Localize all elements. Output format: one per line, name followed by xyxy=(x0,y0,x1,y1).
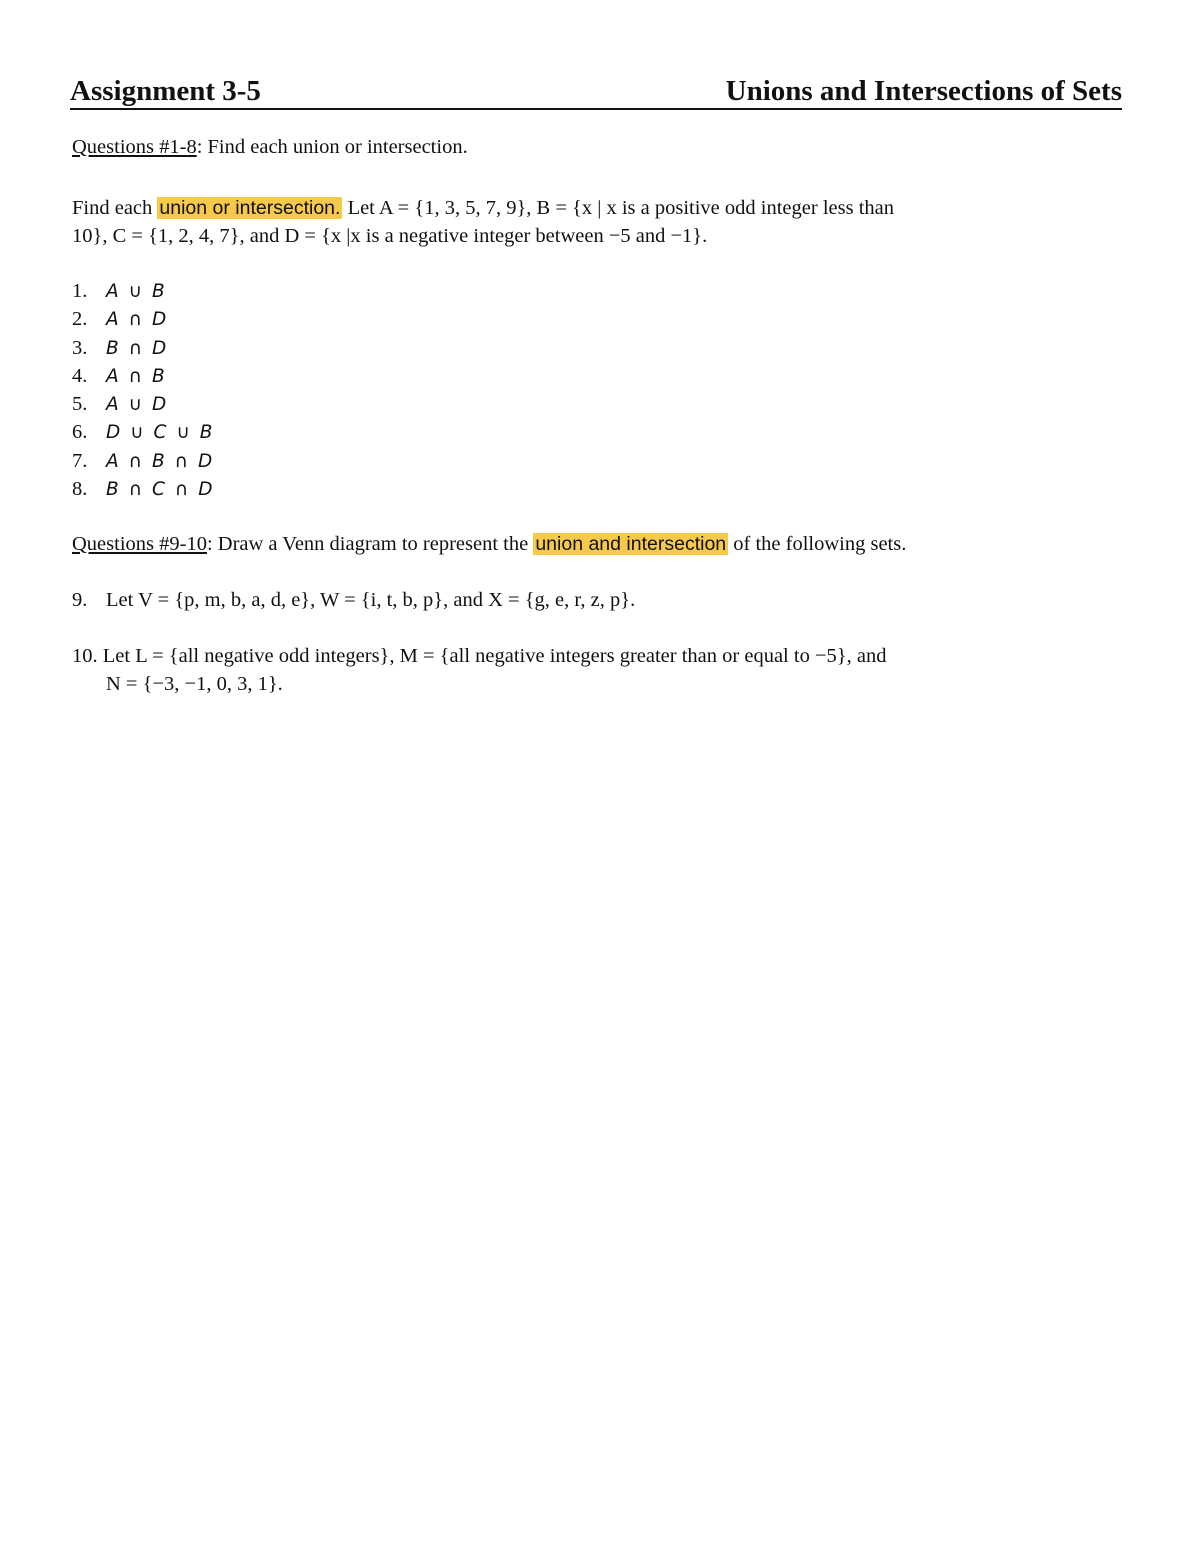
intro-line2: 10}, C = {1, 2, 4, 7}, and D = {x |x is a negative integer between −5 and −1}. xyxy=(72,225,708,247)
question-number: 4. xyxy=(72,364,88,387)
list-item xyxy=(72,334,214,362)
list-item xyxy=(72,447,214,475)
set-expression: B ∩ D xyxy=(106,337,169,359)
section1-instruction: : Find each union or intersection. xyxy=(196,136,468,158)
section2-highlight: union and intersection xyxy=(535,533,727,555)
list-item xyxy=(72,362,214,390)
section1-label: Questions #1-8 xyxy=(72,136,197,158)
section2-suffix: of the following sets. xyxy=(728,533,907,555)
intro-line1-rest: Let A = {1, 3, 5, 7, 9}, B = {x | x is a positive odd integer less than xyxy=(342,197,894,219)
question-10 xyxy=(72,642,886,670)
section1-heading xyxy=(72,133,468,161)
question-number: 3. xyxy=(72,336,88,359)
question-9-text: Let V = {p, m, b, a, d, e}, W = {i, t, b, p}, and X = {g, e, r, z, p}. xyxy=(106,589,636,611)
page-header xyxy=(70,72,1122,110)
set-expression: A ∪ B xyxy=(106,281,167,302)
question-10-line1: Let L = {all negative odd integers}, M = {all negative integers greater than or equal to −5}, and xyxy=(97,645,887,667)
set-expression: A ∩ D xyxy=(106,309,169,331)
question-number: 6. xyxy=(72,421,88,444)
section2-label: Questions #9-10 xyxy=(72,533,207,555)
question-number: 2. xyxy=(72,308,88,331)
set-expression: A ∩ B xyxy=(106,365,167,387)
question-9 xyxy=(72,586,635,614)
list-item xyxy=(72,418,214,446)
intro-prefix: Find each xyxy=(72,197,158,219)
question-10-line2: N = {−3, −1, 0, 3, 1}. xyxy=(106,673,283,695)
list-item xyxy=(72,390,214,418)
set-expression: B ∩ C ∩ D xyxy=(106,479,215,501)
list-item xyxy=(72,277,214,305)
question-number: 8. xyxy=(72,478,88,501)
set-expression: A ∩ B ∩ D xyxy=(106,450,215,472)
question-number: 7. xyxy=(72,449,88,472)
intro-line1 xyxy=(72,194,894,222)
set-expression: A ∪ D xyxy=(106,394,169,416)
assignment-title: Assignment 3-5 xyxy=(70,75,261,107)
set-expression: D ∪ C ∪ B xyxy=(106,422,215,444)
list-item xyxy=(72,305,214,333)
section2-heading xyxy=(72,530,906,558)
question-number: 5. xyxy=(72,393,88,416)
topic-title: Unions and Intersections of Sets xyxy=(725,75,1122,107)
list-item xyxy=(72,475,214,503)
question-number: 1. xyxy=(72,280,88,302)
question-number: 10. xyxy=(72,645,98,667)
section2-prefix: : Draw a Venn diagram to represent the xyxy=(206,533,534,555)
question-number: 9. xyxy=(72,589,88,611)
intro-highlight: union or intersection. xyxy=(159,197,341,219)
question-list xyxy=(72,277,214,503)
